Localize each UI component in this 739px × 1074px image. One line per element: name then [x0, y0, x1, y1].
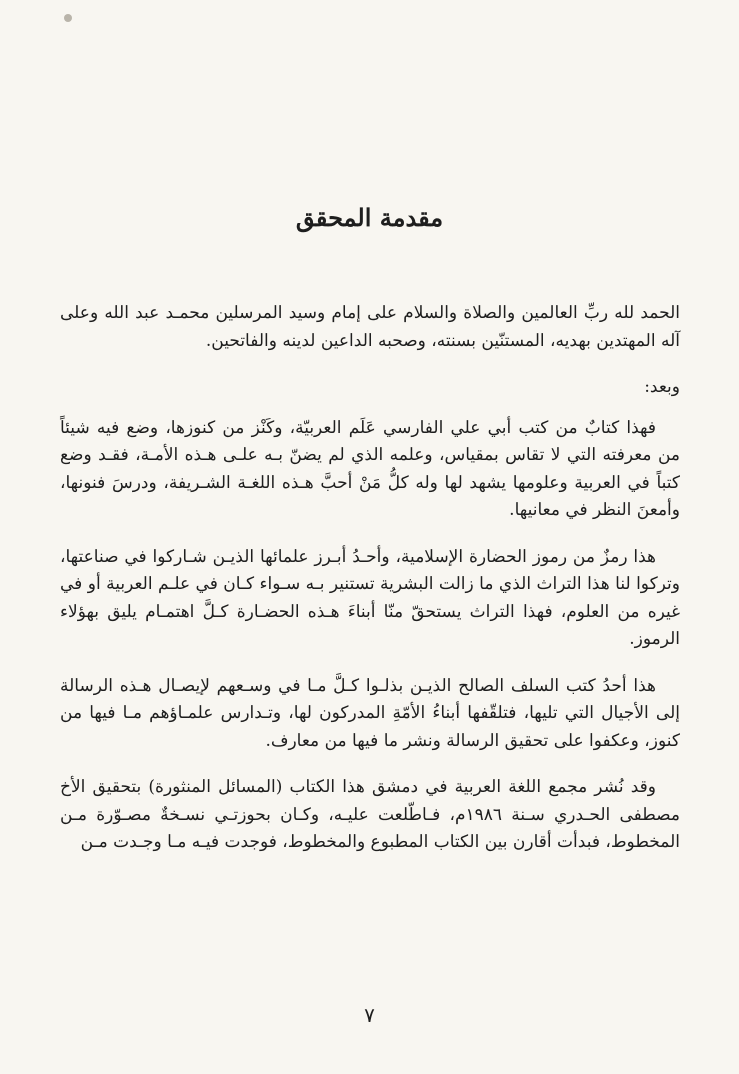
paragraph-opening: وبعد:	[644, 377, 680, 397]
body-text	[60, 300, 680, 876]
ink-dot	[64, 14, 72, 22]
paragraph-civilization: هذا رمزٌ من رموز الحضارة الإسلامية، وأحـدُ أبـرز علمائها الذيـن شـاركوا في صناعتها، وتركوا لنا هذا التراث الذي ما زالت البشرية تستنير بـه سـواء كـان في علـم العربية أو في غيره من العلوم، فهذا التراث يستحقّ منّا أبناءَ هـذه الحضـارة كـلَّ اهتمـام يليق بهؤلاء الرموز.	[60, 546, 680, 649]
page-number: ٧	[364, 1003, 375, 1027]
paragraph-book-intro: فهذا كتابٌ من كتب أبي علي الفارسي عَلَم العربيّة، وكَنْز من كنوزها، وضع فيه شيئاً من معرفته التي لا تقاس بمقياس، وعلمه الذي لم يضنّ بـه علـى هـذه الأمـة، فقـد وضع كتباً في العربية وعلومها يشهد لها وله كلُّ مَنْ أحبَّ هـذه اللغـة الشـريفة، ودرسَ فنونها، وأمعنَ النظر في معانيها.	[60, 417, 680, 520]
paragraph-predecessors: هذا أحدُ كتب السلف الصالح الذيـن بذلـوا كـلَّ مـا في وسـعهم لإيصـال هـذه الرسالة إلى الأجيال التي تليها، فتلقّفها أبناءُ الأمّةِ المدركون لها، وتـدارس علمـاؤهم مـا فيها من كنوز، وعكفوا على تحقيق الرسالة ونشر ما فيها من معارف.	[60, 675, 680, 751]
paragraph-publication: وقد نُشر مجمع اللغة العربية في دمشق هذا الكتاب (المسائل المنثورة) بتحقيق الأخ مصطفى الحـدري سـنة ١٩٨٦م، فـاطّلعت عليـه، وكـان بحوزتـي نسـخةٌ مصـوّرة مـن المخطوط، فبدأت أقارن بين الكتاب المطبوع والمخطوط، فوجدت فيـه مـا وجـدت مـن	[60, 777, 681, 852]
page-heading: مقدمة المحقق	[295, 203, 444, 232]
paragraph-praise: الحمد لله ربِّ العالمين والصلاة والسلام على إمام وسيد المرسلين محمـد عبد الله وعلى آله المهتدين بهديه، المستنّين بسنته، وصحبه الداعين لدينه والفاتحين.	[60, 303, 680, 351]
